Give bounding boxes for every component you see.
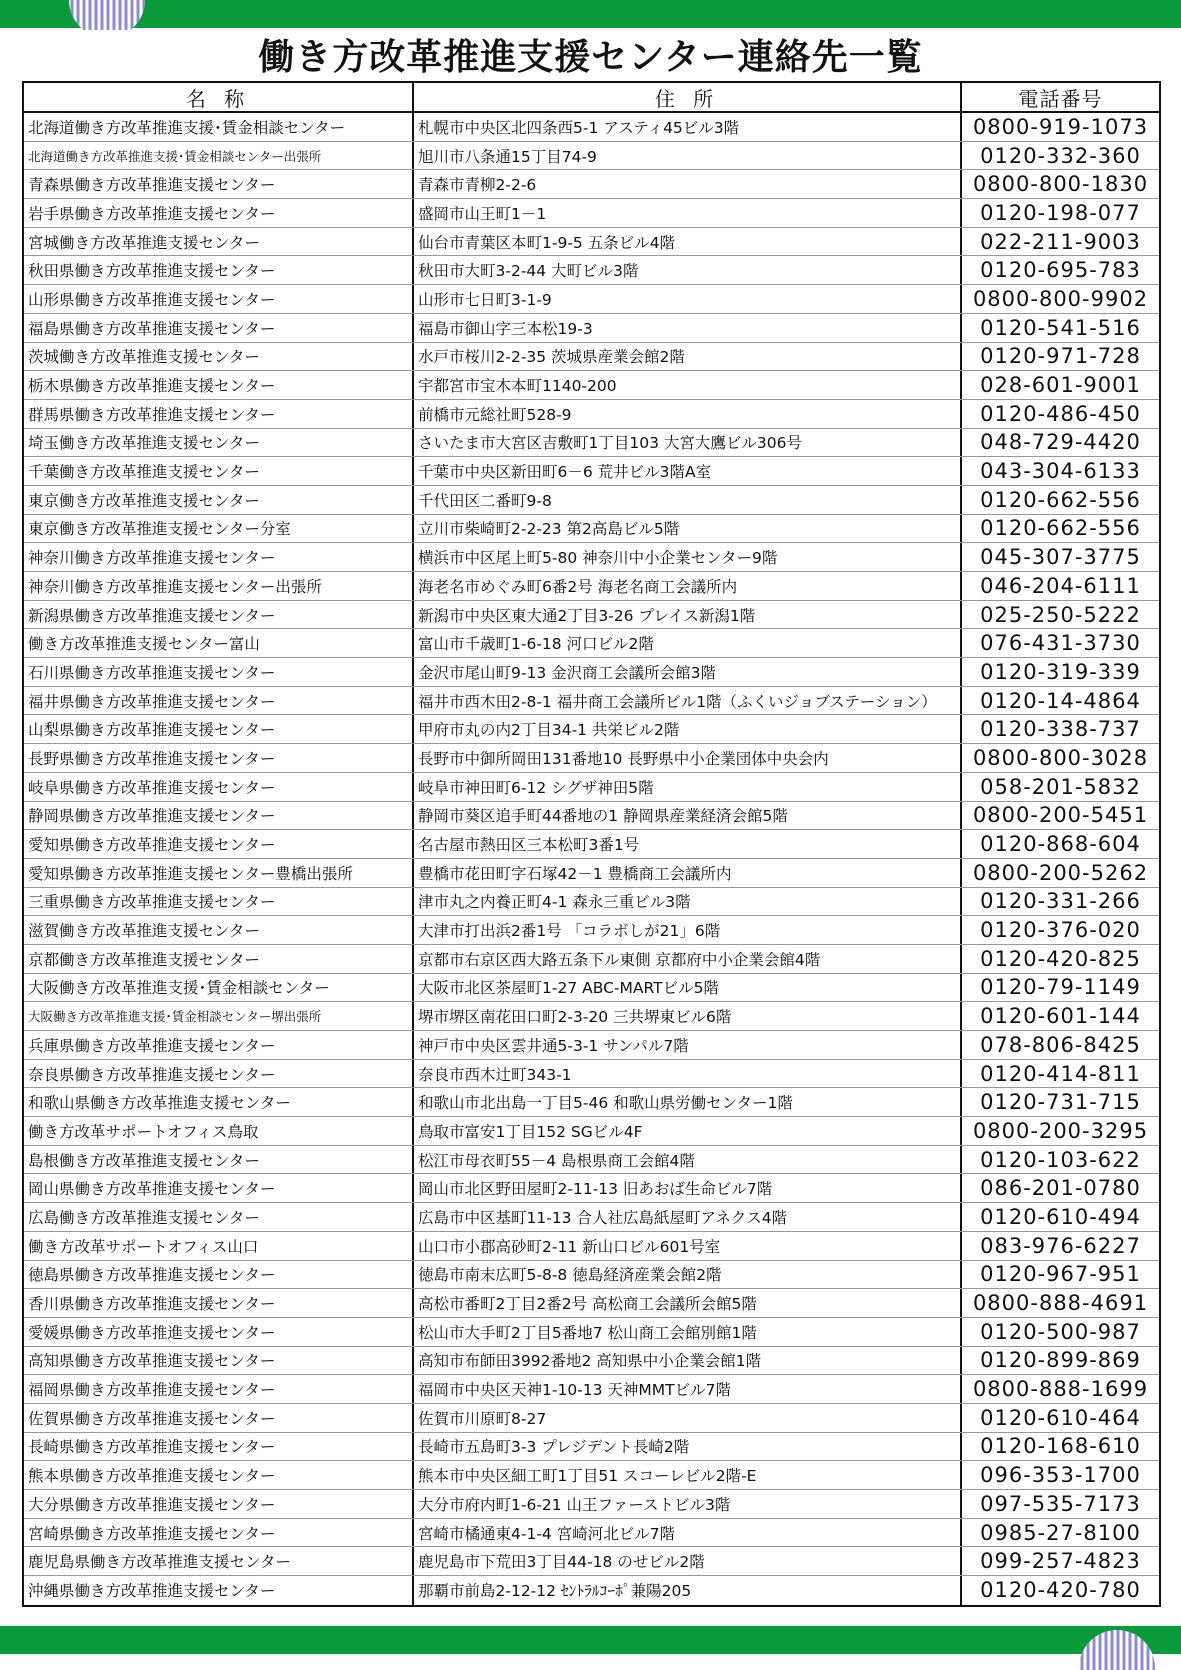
office-phone: 0800-800-9902: [972, 286, 1149, 311]
office-phone: 0800-200-5262: [972, 860, 1149, 885]
office-phone: 0120-332-360: [980, 143, 1141, 168]
office-phone: 099-257-4823: [980, 1549, 1141, 1574]
office-name: 兵庫県働き方改革推進支援センター: [24, 1031, 414, 1059]
top-green-band: [0, 0, 1181, 28]
office-address: 京都市右京区西大路五条下ル東側 京都府中小企業会館4階: [414, 945, 962, 973]
office-phone: 0800-200-3295: [972, 1118, 1149, 1143]
office-address: 甲府市丸の内2丁目34-1 共栄ビル2階: [414, 715, 962, 743]
office-address: 福島市御山字三本松19-3: [414, 314, 962, 342]
table-row: [24, 256, 1159, 285]
table-row: [24, 457, 1159, 486]
table-row: [24, 802, 1159, 831]
office-address: 豊橋市花田町字石塚42－1 豊橋商工会議所内: [414, 859, 962, 887]
header-name: 名 称: [24, 83, 414, 111]
office-address: 神戸市中央区雲井通5-3-1 サンパル7階: [414, 1031, 962, 1059]
office-address: さいたま市大宮区吉敷町1丁目103 大宮大鷹ビル306号: [414, 429, 962, 457]
office-address: 岐阜市神田町6-12 シグザ神田5階: [414, 773, 962, 801]
office-address: 青森市青柳2-2-6: [414, 170, 962, 198]
office-phone: 078-806-8425: [980, 1032, 1141, 1057]
table-row: [24, 715, 1159, 744]
office-name: 和歌山県働き方改革推進支援センター: [24, 1088, 414, 1116]
office-address: 秋田市大町3-2-44 大町ビル3階: [414, 256, 962, 284]
office-name: 三重県働き方改革推進支援センター: [24, 888, 414, 916]
office-phone: 083-976-6227: [980, 1233, 1141, 1258]
office-name: 岩手県働き方改革推進支援センター: [24, 199, 414, 227]
office-name: 岡山県働き方改革推進支援センター: [24, 1174, 414, 1202]
table-row: [24, 314, 1159, 343]
office-address: 松江市母衣町55－4 島根県商工会館4階: [414, 1146, 962, 1174]
office-address: 宮崎市橘通東4-1-4 宮崎河北ビル7階: [414, 1519, 962, 1547]
office-phone: 076-431-3730: [980, 631, 1141, 656]
office-name: 東京働き方改革推進支援センター: [24, 486, 414, 514]
office-phone: 0800-888-1699: [972, 1377, 1149, 1402]
office-address: 旭川市八条通15丁目74-9: [414, 142, 962, 170]
office-address: 大阪市北区茶屋町1-27 ABC-MARTビル5階: [414, 974, 962, 1002]
table-row: [24, 1232, 1159, 1261]
office-name: 北海道働き方改革推進支援･賃金相談センター: [24, 113, 414, 141]
office-phone: 097-535-7173: [980, 1491, 1141, 1516]
table-row: [24, 1261, 1159, 1290]
office-address: 前橋市元総社町528-9: [414, 400, 962, 428]
office-name: 大分県働き方改革推進支援センター: [24, 1490, 414, 1518]
office-phone: 0120-868-604: [980, 832, 1141, 857]
bottom-green-band: [0, 1626, 1181, 1654]
office-address: 立川市柴崎町2-2-23 第2高島ビル5階: [414, 515, 962, 543]
table-row: [24, 1347, 1159, 1376]
office-name: 長野県働き方改革推進支援センター: [24, 744, 414, 772]
office-address: 長崎市五島町3-3 プレジデント長崎2階: [414, 1433, 962, 1461]
office-address: 広島市中区基町11-13 合人社広島紙屋町アネクス4階: [414, 1203, 962, 1231]
table-row: [24, 888, 1159, 917]
decorative-stripe-circle: [62, 0, 152, 30]
table-row: [24, 1547, 1159, 1576]
office-address: 岡山市北区野田屋町2-11-13 旧あおば生命ビル7階: [414, 1174, 962, 1202]
office-name: 秋田県働き方改革推進支援センター: [24, 256, 414, 284]
office-name: 北海道働き方改革推進支援･賃金相談センター出張所: [24, 142, 414, 170]
table-row: [24, 1060, 1159, 1089]
office-address: 熊本市中央区細工町1丁目51 スコーレビル2階-E: [414, 1461, 962, 1489]
office-phone: 0120-79-1149: [980, 975, 1141, 1000]
office-address: 和歌山市北出島一丁目5-46 和歌山県労働センター1階: [414, 1088, 962, 1116]
office-name: 埼玉働き方改革推進支援センター: [24, 429, 414, 457]
table-row: [24, 429, 1159, 458]
header-phone: 電話番号: [1018, 86, 1103, 111]
office-phone: 0120-331-266: [980, 889, 1141, 914]
office-phone: 025-250-5222: [980, 602, 1141, 627]
office-phone: 0120-486-450: [980, 401, 1141, 426]
office-phone: 0800-919-1073: [972, 114, 1149, 139]
office-address: 堺市堺区南花田口町2-3-20 三共堺東ビル6階: [414, 1002, 962, 1030]
office-name: 神奈川働き方改革推進支援センター: [24, 543, 414, 571]
office-phone: 022-211-9003: [980, 229, 1141, 254]
office-name: 働き方改革サポートオフィス鳥取: [24, 1117, 414, 1145]
office-name: 広島働き方改革推進支援センター: [24, 1203, 414, 1231]
contact-table: [22, 81, 1161, 1607]
table-row: [24, 601, 1159, 630]
office-name: 高知県働き方改革推進支援センター: [24, 1347, 414, 1375]
table-row: [24, 1002, 1159, 1031]
office-address: 佐賀市川原町8-27: [414, 1404, 962, 1432]
table-row: [24, 1461, 1159, 1490]
table-row: [24, 1318, 1159, 1347]
office-name: 福島県働き方改革推進支援センター: [24, 314, 414, 342]
office-phone: 0120-420-780: [980, 1578, 1141, 1603]
office-name: 山梨県働き方改革推進支援センター: [24, 715, 414, 743]
office-phone: 0120-103-622: [980, 1147, 1141, 1172]
table-row: [24, 113, 1159, 142]
table-row: [24, 543, 1159, 572]
office-phone: 0800-800-1830: [972, 172, 1149, 197]
office-phone: 0800-200-5451: [972, 803, 1149, 828]
office-phone: 0800-888-4691: [972, 1291, 1149, 1316]
office-name: 島根働き方改革推進支援センター: [24, 1146, 414, 1174]
table-row: [24, 687, 1159, 716]
office-name: 沖縄県働き方改革推進支援センター: [24, 1576, 414, 1605]
office-address: 山口市小郡高砂町2-11 新山口ビル601号室: [414, 1232, 962, 1260]
office-name: 宮崎県働き方改革推進支援センター: [24, 1519, 414, 1547]
office-name: 愛媛県働き方改革推進支援センター: [24, 1318, 414, 1346]
table-row: [24, 572, 1159, 601]
office-name: 愛知県働き方改革推進支援センター: [24, 830, 414, 858]
office-name: 奈良県働き方改革推進支援センター: [24, 1060, 414, 1088]
office-address: 鹿児島市下荒田3丁目44-18 のせビル2階: [414, 1547, 962, 1575]
office-name: 徳島県働き方改革推進支援センター: [24, 1261, 414, 1289]
table-row: [24, 830, 1159, 859]
table-row: [24, 859, 1159, 888]
office-name: 群馬県働き方改革推進支援センター: [24, 400, 414, 428]
office-address: 那覇市前島2-12-12 ｾﾝﾄﾗﾙｺｰﾎﾟ兼陽205: [414, 1576, 962, 1605]
office-address: 奈良市西木辻町343-1: [414, 1060, 962, 1088]
office-phone: 0120-338-737: [980, 717, 1141, 742]
office-name: 佐賀県働き方改革推進支援センター: [24, 1404, 414, 1432]
office-phone: 0120-198-077: [980, 200, 1141, 225]
office-phone: 0120-376-020: [980, 918, 1141, 943]
office-phone: 0120-168-610: [980, 1434, 1141, 1459]
office-phone: 045-307-3775: [980, 545, 1141, 570]
office-phone: 046-204-6111: [980, 573, 1141, 598]
office-phone: 048-729-4420: [980, 430, 1141, 455]
office-name: 岐阜県働き方改革推進支援センター: [24, 773, 414, 801]
office-name: 京都働き方改革推進支援センター: [24, 945, 414, 973]
office-phone: 0985-27-8100: [980, 1520, 1141, 1545]
table-row: [24, 1031, 1159, 1060]
table-row: [24, 1375, 1159, 1404]
table-row: [24, 285, 1159, 314]
office-name: 石川県働き方改革推進支援センター: [24, 658, 414, 686]
table-row: [24, 228, 1159, 257]
office-name: 静岡県働き方改革推進支援センター: [24, 802, 414, 830]
office-phone: 0800-800-3028: [972, 745, 1149, 770]
table-row: [24, 1203, 1159, 1232]
office-phone: 0120-541-516: [980, 315, 1141, 340]
office-address: 札幌市中央区北四条西5-1 アスティ45ビル3階: [414, 113, 962, 141]
decorative-stripe-circle-bottom: [1072, 1630, 1162, 1670]
office-phone: 058-201-5832: [980, 774, 1141, 799]
office-name: 愛知県働き方改革推進支援センター豊橋出張所: [24, 859, 414, 887]
table-row: [24, 343, 1159, 372]
office-name: 大阪働き方改革推進支援･賃金相談センター: [24, 974, 414, 1002]
office-phone: 043-304-6133: [980, 459, 1141, 484]
office-name: 長崎県働き方改革推進支援センター: [24, 1433, 414, 1461]
table-row: [24, 744, 1159, 773]
office-phone: 0120-695-783: [980, 258, 1141, 283]
office-phone: 0120-14-4864: [980, 688, 1141, 713]
office-address: 盛岡市山王町1－1: [414, 199, 962, 227]
table-row: [24, 1576, 1159, 1605]
page-title: 働き方改革推進支援センター連絡先一覧: [258, 37, 923, 78]
table-row: [24, 1433, 1159, 1462]
office-phone: 086-201-0780: [980, 1176, 1141, 1201]
office-address: 鳥取市富安1丁目152 SGビル4F: [414, 1117, 962, 1145]
office-name: 新潟県働き方改革推進支援センター: [24, 601, 414, 629]
table-row: [24, 1289, 1159, 1318]
table-row: [24, 1088, 1159, 1117]
table-row: [24, 658, 1159, 687]
office-name: 働き方改革推進支援センター富山: [24, 629, 414, 657]
office-phone: 0120-899-869: [980, 1348, 1141, 1373]
office-phone: 0120-319-339: [980, 659, 1141, 684]
office-phone: 0120-967-951: [980, 1262, 1141, 1287]
office-name: 神奈川働き方改革推進支援センター出張所: [24, 572, 414, 600]
office-address: 水戸市桜川2-2-35 茨城県産業会館2階: [414, 343, 962, 371]
office-phone: 0120-500-987: [980, 1319, 1141, 1344]
table-row: [24, 1404, 1159, 1433]
table-row: [24, 945, 1159, 974]
office-name: 東京働き方改革推進支援センター分室: [24, 515, 414, 543]
table-row: [24, 916, 1159, 945]
office-address: 千葉市中央区新田町6－6 荒井ビル3階A室: [414, 457, 962, 485]
table-row: [24, 170, 1159, 199]
table-row: [24, 1519, 1159, 1548]
office-name: 青森県働き方改革推進支援センター: [24, 170, 414, 198]
table-row: [24, 773, 1159, 802]
office-name: 熊本県働き方改革推進支援センター: [24, 1461, 414, 1489]
table-row: [24, 371, 1159, 400]
table-row: [24, 1174, 1159, 1203]
table-row: [24, 486, 1159, 515]
office-address: 福井市西木田2-8-1 福井商工会議所ビル1階（ふくいジョブステーション）: [414, 687, 962, 715]
office-name: 茨城働き方改革推進支援センター: [24, 343, 414, 371]
table-row: [24, 515, 1159, 544]
office-address: 松山市大手町2丁目5番地7 松山商工会館別館1階: [414, 1318, 962, 1346]
office-address: 福岡市中央区天神1-10-13 天神MMTビル7階: [414, 1375, 962, 1403]
office-phone: 096-353-1700: [980, 1463, 1141, 1488]
office-address: 千代田区二番町9-8: [414, 486, 962, 514]
table-row: [24, 629, 1159, 658]
office-phone: 0120-420-825: [980, 946, 1141, 971]
office-name: 福岡県働き方改革推進支援センター: [24, 1375, 414, 1403]
office-address: 長野市中御所岡田131番地10 長野県中小企業団体中央会内: [414, 744, 962, 772]
office-phone: 0120-414-811: [980, 1061, 1141, 1086]
office-phone: 028-601-9001: [980, 373, 1141, 398]
office-address: 横浜市中区尾上町5-80 神奈川中小企業センター9階: [414, 543, 962, 571]
office-phone: 0120-662-556: [980, 487, 1141, 512]
office-address: 大津市打出浜2番1号 「コラボしが21」6階: [414, 916, 962, 944]
office-phone: 0120-610-464: [980, 1405, 1141, 1430]
office-address: 宇都宮市宝木本町1140-200: [414, 371, 962, 399]
office-address: 新潟市中央区東大通2丁目3-26 プレイス新潟1階: [414, 601, 962, 629]
office-name: 山形県働き方改革推進支援センター: [24, 285, 414, 313]
header-address: 住 所: [414, 83, 962, 111]
office-name: 福井県働き方改革推進支援センター: [24, 687, 414, 715]
office-phone: 0120-971-728: [980, 344, 1141, 369]
office-address: 津市丸之内養正町4-1 森永三重ビル3階: [414, 888, 962, 916]
office-address: 徳島市南末広町5-8-8 徳島経済産業会館2階: [414, 1261, 962, 1289]
table-row: [24, 400, 1159, 429]
table-row: [24, 1490, 1159, 1519]
table-row: [24, 1146, 1159, 1175]
office-address: 大分市府内町1-6-21 山王ファーストビル3階: [414, 1490, 962, 1518]
table-header-row: [24, 83, 1159, 113]
office-name: 栃木県働き方改革推進支援センター: [24, 371, 414, 399]
table-row: [24, 199, 1159, 228]
office-address: 名古屋市熱田区三本松町3番1号: [414, 830, 962, 858]
office-name: 滋賀働き方改革推進支援センター: [24, 916, 414, 944]
office-address: 富山市千歳町1-6-18 河口ビル2階: [414, 629, 962, 657]
table-row: [24, 1117, 1159, 1146]
office-name: 働き方改革サポートオフィス山口: [24, 1232, 414, 1260]
office-address: 海老名市めぐみ町6番2号 海老名商工会議所内: [414, 572, 962, 600]
office-address: 静岡市葵区追手町44番地の1 静岡県産業経済会館5階: [414, 802, 962, 830]
office-address: 高知市布師田3992番地2 高知県中小企業会館1階: [414, 1347, 962, 1375]
office-name: 鹿児島県働き方改革推進支援センター: [24, 1547, 414, 1575]
office-name: 千葉働き方改革推進支援センター: [24, 457, 414, 485]
office-phone: 0120-601-144: [980, 1004, 1141, 1029]
office-name: 大阪働き方改革推進支援･賃金相談センター堺出張所: [24, 1002, 414, 1030]
office-address: 山形市七日町3-1-9: [414, 285, 962, 313]
office-phone: 0120-610-494: [980, 1204, 1141, 1229]
office-address: 高松市番町2丁目2番2号 高松商工会議所会館5階: [414, 1289, 962, 1317]
office-name: 香川県働き方改革推進支援センター: [24, 1289, 414, 1317]
office-address: 仙台市青葉区本町1-9-5 五条ビル4階: [414, 228, 962, 256]
office-phone: 0120-731-715: [980, 1090, 1141, 1115]
office-name: 宮城働き方改革推進支援センター: [24, 228, 414, 256]
table-row: [24, 974, 1159, 1003]
office-address: 金沢市尾山町9-13 金沢商工会議所会館3階: [414, 658, 962, 686]
office-phone: 0120-662-556: [980, 516, 1141, 541]
table-row: [24, 142, 1159, 171]
